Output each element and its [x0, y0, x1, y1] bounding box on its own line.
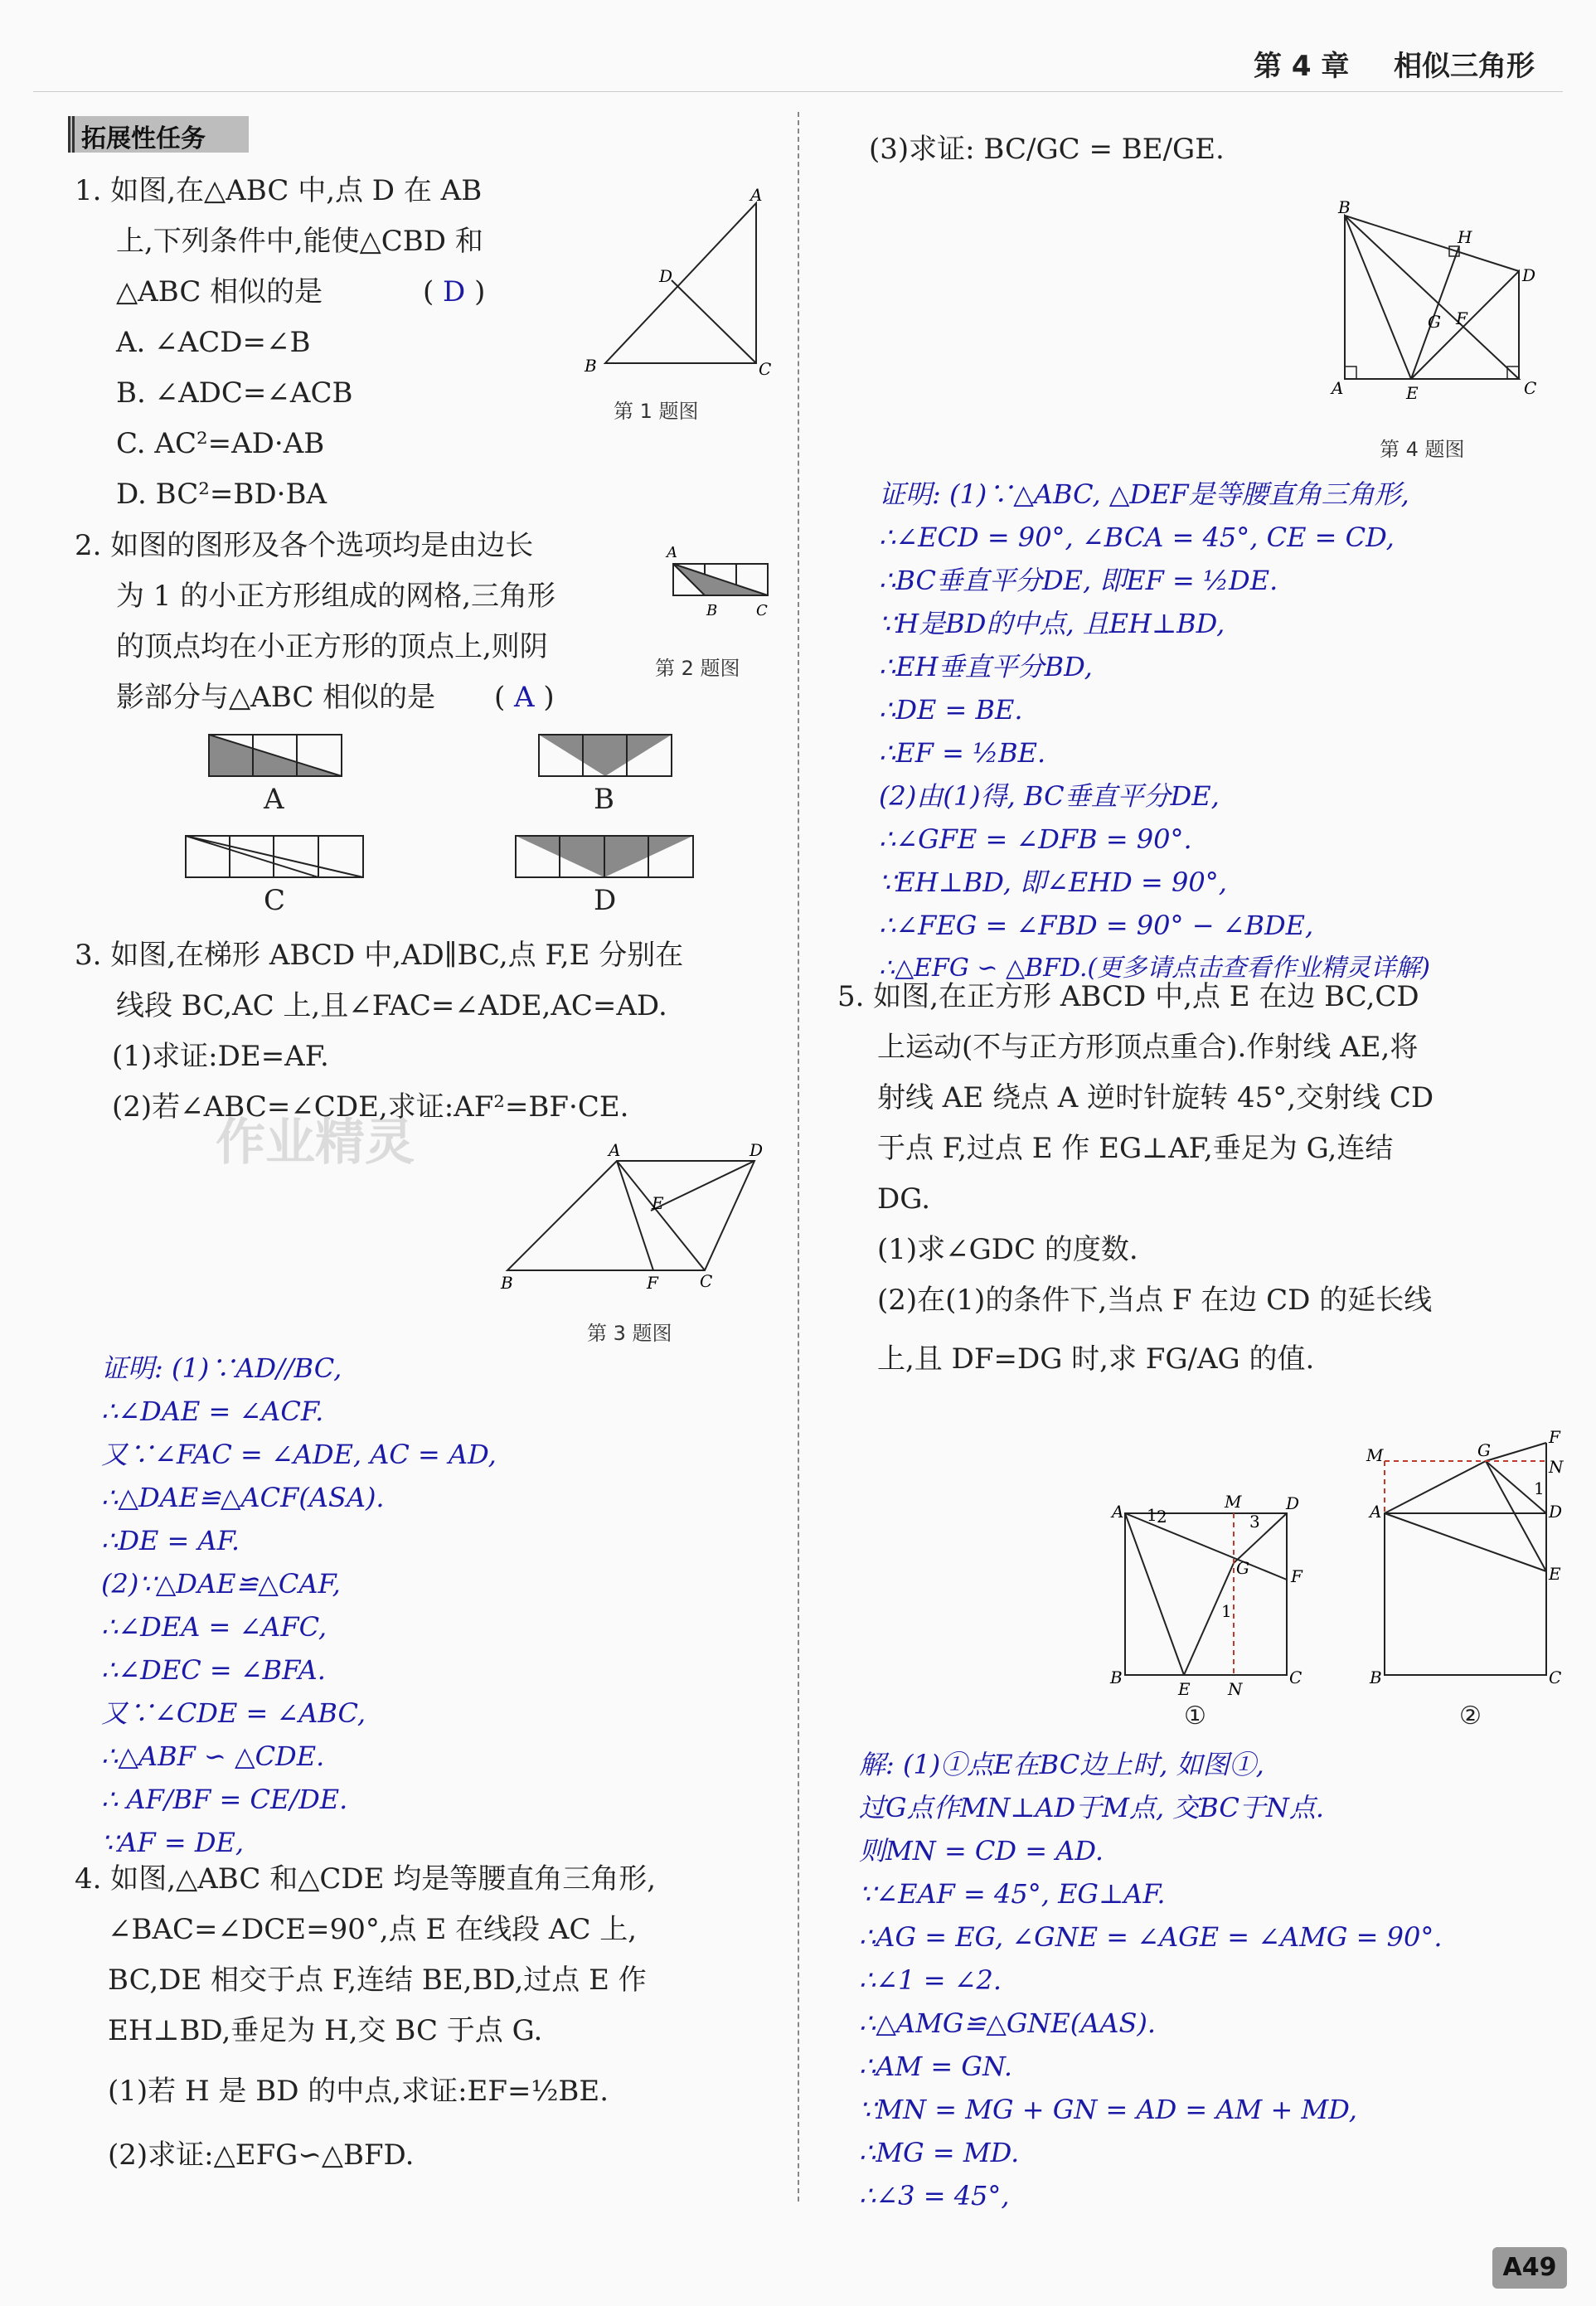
- svg-text:D: D: [1549, 1502, 1563, 1522]
- q2-stem: 2. 如图的图形及各个选项均是由边长 为 1 的小正方形组成的网格,三角形 的顶点均在小正方形的顶点上,则阴 影部分与△ABC 相似的是 ( A ): [75, 521, 555, 723]
- q3-solution-line-7: ∴∠DEA = ∠AFC,: [101, 1611, 327, 1643]
- svg-text:A: A: [750, 185, 763, 205]
- q2-stem-line-3: 的顶点均在小正方形的顶点上,则阴: [116, 630, 548, 663]
- svg-text:F: F: [1456, 308, 1467, 328]
- q5-solution: [859, 1743, 1443, 2217]
- q2-choice-d-label: D: [594, 884, 617, 917]
- svg-text:E: E: [652, 1193, 664, 1213]
- q4-solution-line-5: ∴EH垂直平分BD,: [879, 651, 1093, 682]
- q5-stem-line-7: (2)在(1)的条件下,当点 F 在边 CD 的延长线: [877, 1284, 1433, 1317]
- svg-text:D: D: [1522, 265, 1536, 285]
- page-number: A49: [1492, 2247, 1567, 2289]
- q5-figure-1: [1099, 1410, 1327, 1700]
- svg-text:E: E: [1549, 1564, 1561, 1584]
- header-rule: [33, 91, 1563, 92]
- svg-text:C: C: [1524, 378, 1537, 398]
- q3-solution-line-12: ∵AF = DE,: [101, 1827, 245, 1858]
- chapter-title: 相似三角形: [1394, 50, 1535, 83]
- svg-text:F: F: [1549, 1427, 1560, 1447]
- svg-text:E: E: [1178, 1679, 1191, 1699]
- q4-solution-line-11: ∴∠FEG = ∠FBD = 90° − ∠BDE,: [879, 910, 1314, 941]
- q3-stem-line-1: 3. 如图,在梯形 ABCD 中,AD∥BC,点 F,E 分别在: [75, 939, 684, 972]
- q5-stem-line-4: 于点 F,过点 E 作 EG⊥AF,垂足为 G,连结: [877, 1132, 1394, 1165]
- svg-text:N: N: [1549, 1457, 1564, 1477]
- svg-text:1: 1: [1147, 1505, 1157, 1525]
- q3-solution-line-1: 证明: (1)∵AD//BC,: [101, 1352, 342, 1384]
- svg-text:F: F: [647, 1273, 658, 1293]
- q3-solution-line-4: ∴△DAE≌△ACF(ASA).: [101, 1482, 385, 1513]
- q1-figure: [580, 182, 779, 381]
- svg-text:M: M: [1366, 1445, 1384, 1465]
- q3-solution-line-10: ∴△ABF ∽ △CDE.: [101, 1740, 325, 1772]
- q4-solution-line-7: ∴EF = ½BE.: [879, 737, 1046, 769]
- q3-solution-line-11: ∴ AF/BF = CE/DE.: [101, 1784, 348, 1815]
- svg-text:A: A: [609, 1140, 621, 1160]
- svg-text:D: D: [1286, 1493, 1300, 1513]
- q5-stem-line-6: (1)求∠GDC 的度数.: [877, 1233, 1138, 1266]
- q4-stem-line-1: 4. 如图,△ABC 和△CDE 均是等腰直角三角形,: [75, 1862, 657, 1896]
- q3-figure: [497, 1138, 771, 1295]
- q4-solution-line-3: ∴BC垂直平分DE, 即EF = ½DE.: [879, 565, 1278, 596]
- svg-text:B: B: [1370, 1668, 1382, 1687]
- q5-solution-line-2: 过G点作MN⊥AD于M点, 交BC于N点.: [859, 1792, 1325, 1823]
- q4-solution-line-10: ∵EH⊥BD, 即∠EHD = 90°,: [879, 867, 1227, 898]
- q3-figure-caption: 第 3 题图: [587, 1322, 672, 1345]
- q5-stem-line-2: 上运动(不与正方形顶点重合).作射线 AE,将: [877, 1031, 1419, 1064]
- q1-option-c: C. AC²=AD·AB: [116, 427, 325, 460]
- svg-text:C: C: [756, 602, 768, 619]
- svg-text:A: A: [1332, 378, 1344, 398]
- q2-figure: [663, 539, 779, 622]
- q3-stem-line-2: 线段 BC,AC 上,且∠FAC=∠ADE,AC=AD.: [116, 989, 667, 1022]
- q2-figure-caption: 第 2 题图: [655, 657, 740, 680]
- q4-solution-line-8: (2)由(1)得, BC垂直平分DE,: [879, 780, 1220, 812]
- q1-answer: D: [443, 275, 466, 308]
- svg-text:B: B: [1110, 1668, 1123, 1687]
- q3-solution-line-3: 又∵∠FAC = ∠ADE, AC = AD,: [101, 1439, 497, 1470]
- q2-choice-c-figure: [184, 834, 365, 880]
- svg-text:B: B: [585, 356, 597, 376]
- q5-solution-line-4: ∵∠EAF = 45°, EG⊥AF.: [859, 1878, 1166, 1910]
- q4-solution-line-6: ∴DE = BE.: [879, 694, 1023, 726]
- column-divider: [798, 112, 799, 2202]
- q5-figure-2: [1360, 1410, 1575, 1700]
- q4-stem-line-4: EH⊥BD,垂足为 H,交 BC 于点 G.: [108, 2014, 543, 2047]
- svg-text:G: G: [1477, 1440, 1491, 1460]
- svg-text:C: C: [700, 1271, 713, 1291]
- svg-text:G: G: [1428, 312, 1441, 332]
- svg-text:B: B: [1338, 197, 1351, 217]
- q2-choice-b-figure: [537, 733, 674, 779]
- svg-text:N: N: [1228, 1679, 1243, 1699]
- q3-solution: [101, 1347, 497, 1864]
- q4-solution-line-1: 证明: (1)∵△ABC, △DEF是等腰直角三角形,: [879, 478, 1409, 510]
- q4-stem-line-5: (1)若 H 是 BD 的中点,求证:EF=½BE.: [108, 2075, 609, 2108]
- svg-text:C: C: [759, 359, 772, 379]
- section-label: 拓展性任务: [68, 116, 249, 153]
- q5-figure-2-label: ②: [1459, 1702, 1482, 1731]
- q2-answer: A: [514, 681, 535, 714]
- svg-text:G: G: [1236, 1558, 1249, 1578]
- svg-text:E: E: [1406, 383, 1419, 403]
- q5-stem-line-8: 上,且 DF=DG 时,求 FG/AG 的值.: [877, 1342, 1315, 1376]
- q3-solution-line-8: ∴∠DEC = ∠BFA.: [101, 1654, 326, 1686]
- q4-solution-line-12: ∴△EFG ∽ △BFD.(更多请点击查看作业精灵详解): [879, 954, 1430, 983]
- chapter-number: 第 4 章: [1254, 50, 1350, 83]
- q5-solution-line-1: 解: (1)①点E在BC边上时, 如图①,: [859, 1749, 1264, 1780]
- svg-text:C: C: [1549, 1668, 1562, 1687]
- svg-text:2: 2: [1157, 1507, 1167, 1527]
- q3-stem-line-3: (1)求证:DE=AF.: [112, 1040, 329, 1073]
- q3-stem-line-4: (2)若∠ABC=∠CDE,求证:AF²=BF·CE.: [112, 1090, 629, 1124]
- svg-text:A: A: [1370, 1502, 1382, 1522]
- q4-solution-line-2: ∴∠ECD = 90°, ∠BCA = 45°, CE = CD,: [879, 522, 1395, 553]
- q3-solution-line-2: ∴∠DAE = ∠ACF.: [101, 1396, 324, 1427]
- q4-stem-line-3: BC,DE 相交于点 F,连结 BE,BD,过点 E 作: [108, 1964, 647, 1997]
- q5-stem-line-1: 5. 如图,在正方形 ABCD 中,点 E 在边 BC,CD: [837, 980, 1419, 1013]
- chapter-header: [1254, 43, 1535, 84]
- svg-text:3: 3: [1249, 1512, 1260, 1532]
- q1-stem-line-3: △ABC 相似的是: [116, 275, 323, 308]
- svg-text:D: D: [659, 266, 673, 286]
- q4-solution-line-9: ∴∠GFE = ∠DFB = 90°.: [879, 823, 1192, 855]
- q4-stem-line-6: (2)求证:△EFG∽△BFD.: [108, 2139, 415, 2172]
- q1-option-b: B. ∠ADC=∠ACB: [116, 376, 353, 410]
- svg-text:H: H: [1458, 227, 1472, 247]
- q5-stem: [837, 972, 1433, 1392]
- svg-text:A: A: [1112, 1502, 1124, 1522]
- q4-stem: [75, 1854, 656, 2184]
- q1-figure-caption: 第 1 题图: [614, 400, 699, 423]
- svg-text:M: M: [1225, 1492, 1242, 1512]
- q4-figure-caption: 第 4 题图: [1380, 438, 1465, 461]
- q2-stem-line-2: 为 1 的小正方形组成的网格,三角形: [116, 580, 556, 613]
- q4-figure: [1318, 195, 1542, 410]
- q2-choice-a-label: A: [264, 783, 284, 816]
- watermark: 作业精灵: [216, 1114, 415, 1172]
- q1-stem-line-1: 1. 如图,在△ABC 中,点 D 在 AB: [75, 174, 483, 207]
- q5-solution-line-8: ∴AM = GN.: [859, 2051, 1013, 2082]
- q2-choice-c-label: C: [264, 884, 286, 917]
- q4-stem-line-2: ∠BAC=∠DCE=90°,点 E 在线段 AC 上,: [108, 1913, 638, 1946]
- q5-solution-line-5: ∴AG = EG, ∠GNE = ∠AGE = ∠AMG = 90°.: [859, 1921, 1443, 1953]
- q4-solution-line-4: ∵H是BD的中点, 且EH⊥BD,: [879, 608, 1225, 639]
- q1-option-a: A. ∠ACD=∠B: [116, 326, 311, 359]
- q2-stem-line-4: 影部分与△ABC 相似的是: [116, 681, 436, 714]
- q5-stem-line-5: DG.: [877, 1182, 931, 1216]
- q2-choice-d-figure: [514, 834, 695, 880]
- q5-figure-1-label: ①: [1184, 1702, 1206, 1731]
- svg-text:C: C: [1289, 1668, 1303, 1687]
- q3-solution-line-6: (2)∵△DAE≌△CAF,: [101, 1568, 341, 1600]
- q3-solution-line-9: 又∵∠CDE = ∠ABC,: [101, 1697, 366, 1729]
- q2-choice-a-figure: [207, 733, 344, 779]
- q5-solution-line-6: ∴∠1 = ∠2.: [859, 1964, 1002, 1996]
- q2-choice-b-label: B: [594, 783, 614, 816]
- q4-part3: (3)求证: BC/GC = BE/GE.: [869, 133, 1225, 166]
- svg-text:B: B: [501, 1273, 513, 1293]
- q5-solution-line-3: 则MN = CD = AD.: [859, 1835, 1104, 1867]
- q2-stem-line-1: 2. 如图的图形及各个选项均是由边长: [75, 529, 534, 562]
- q1-stem: 1. 如图,在△ABC 中,点 D 在 AB 上,下列条件中,能使△CBD 和 △ABC 相似的是 ( D ) A. ∠ACD=∠B B. ∠ADC=∠ACB C. AC²=AD·AB D. BC²=BD·BA: [75, 166, 485, 520]
- q5-solution-line-10: ∴MG = MD.: [859, 2137, 1020, 2168]
- svg-text:1: 1: [1534, 1478, 1545, 1498]
- svg-text:1: 1: [1221, 1601, 1232, 1621]
- q3-solution-line-5: ∴DE = AF.: [101, 1525, 240, 1556]
- q5-solution-line-9: ∵MN = MG + GN = AD = AM + MD,: [859, 2094, 1357, 2125]
- q4-solution: [879, 473, 1430, 990]
- q1-option-d: D. BC²=BD·BA: [116, 478, 327, 511]
- q5-stem-line-3: 射线 AE 绕点 A 逆时针旋转 45°,交射线 CD: [877, 1081, 1434, 1114]
- q5-solution-line-7: ∴△AMG≌△GNE(AAS).: [859, 2007, 1157, 2039]
- svg-text:A: A: [667, 544, 677, 561]
- q1-stem-line-2: 上,下列条件中,能使△CBD 和: [116, 225, 483, 258]
- svg-text:D: D: [749, 1140, 764, 1160]
- q5-solution-line-11: ∴∠3 = 45°,: [859, 2180, 1010, 2211]
- svg-text:B: B: [706, 602, 718, 619]
- svg-text:F: F: [1291, 1566, 1303, 1586]
